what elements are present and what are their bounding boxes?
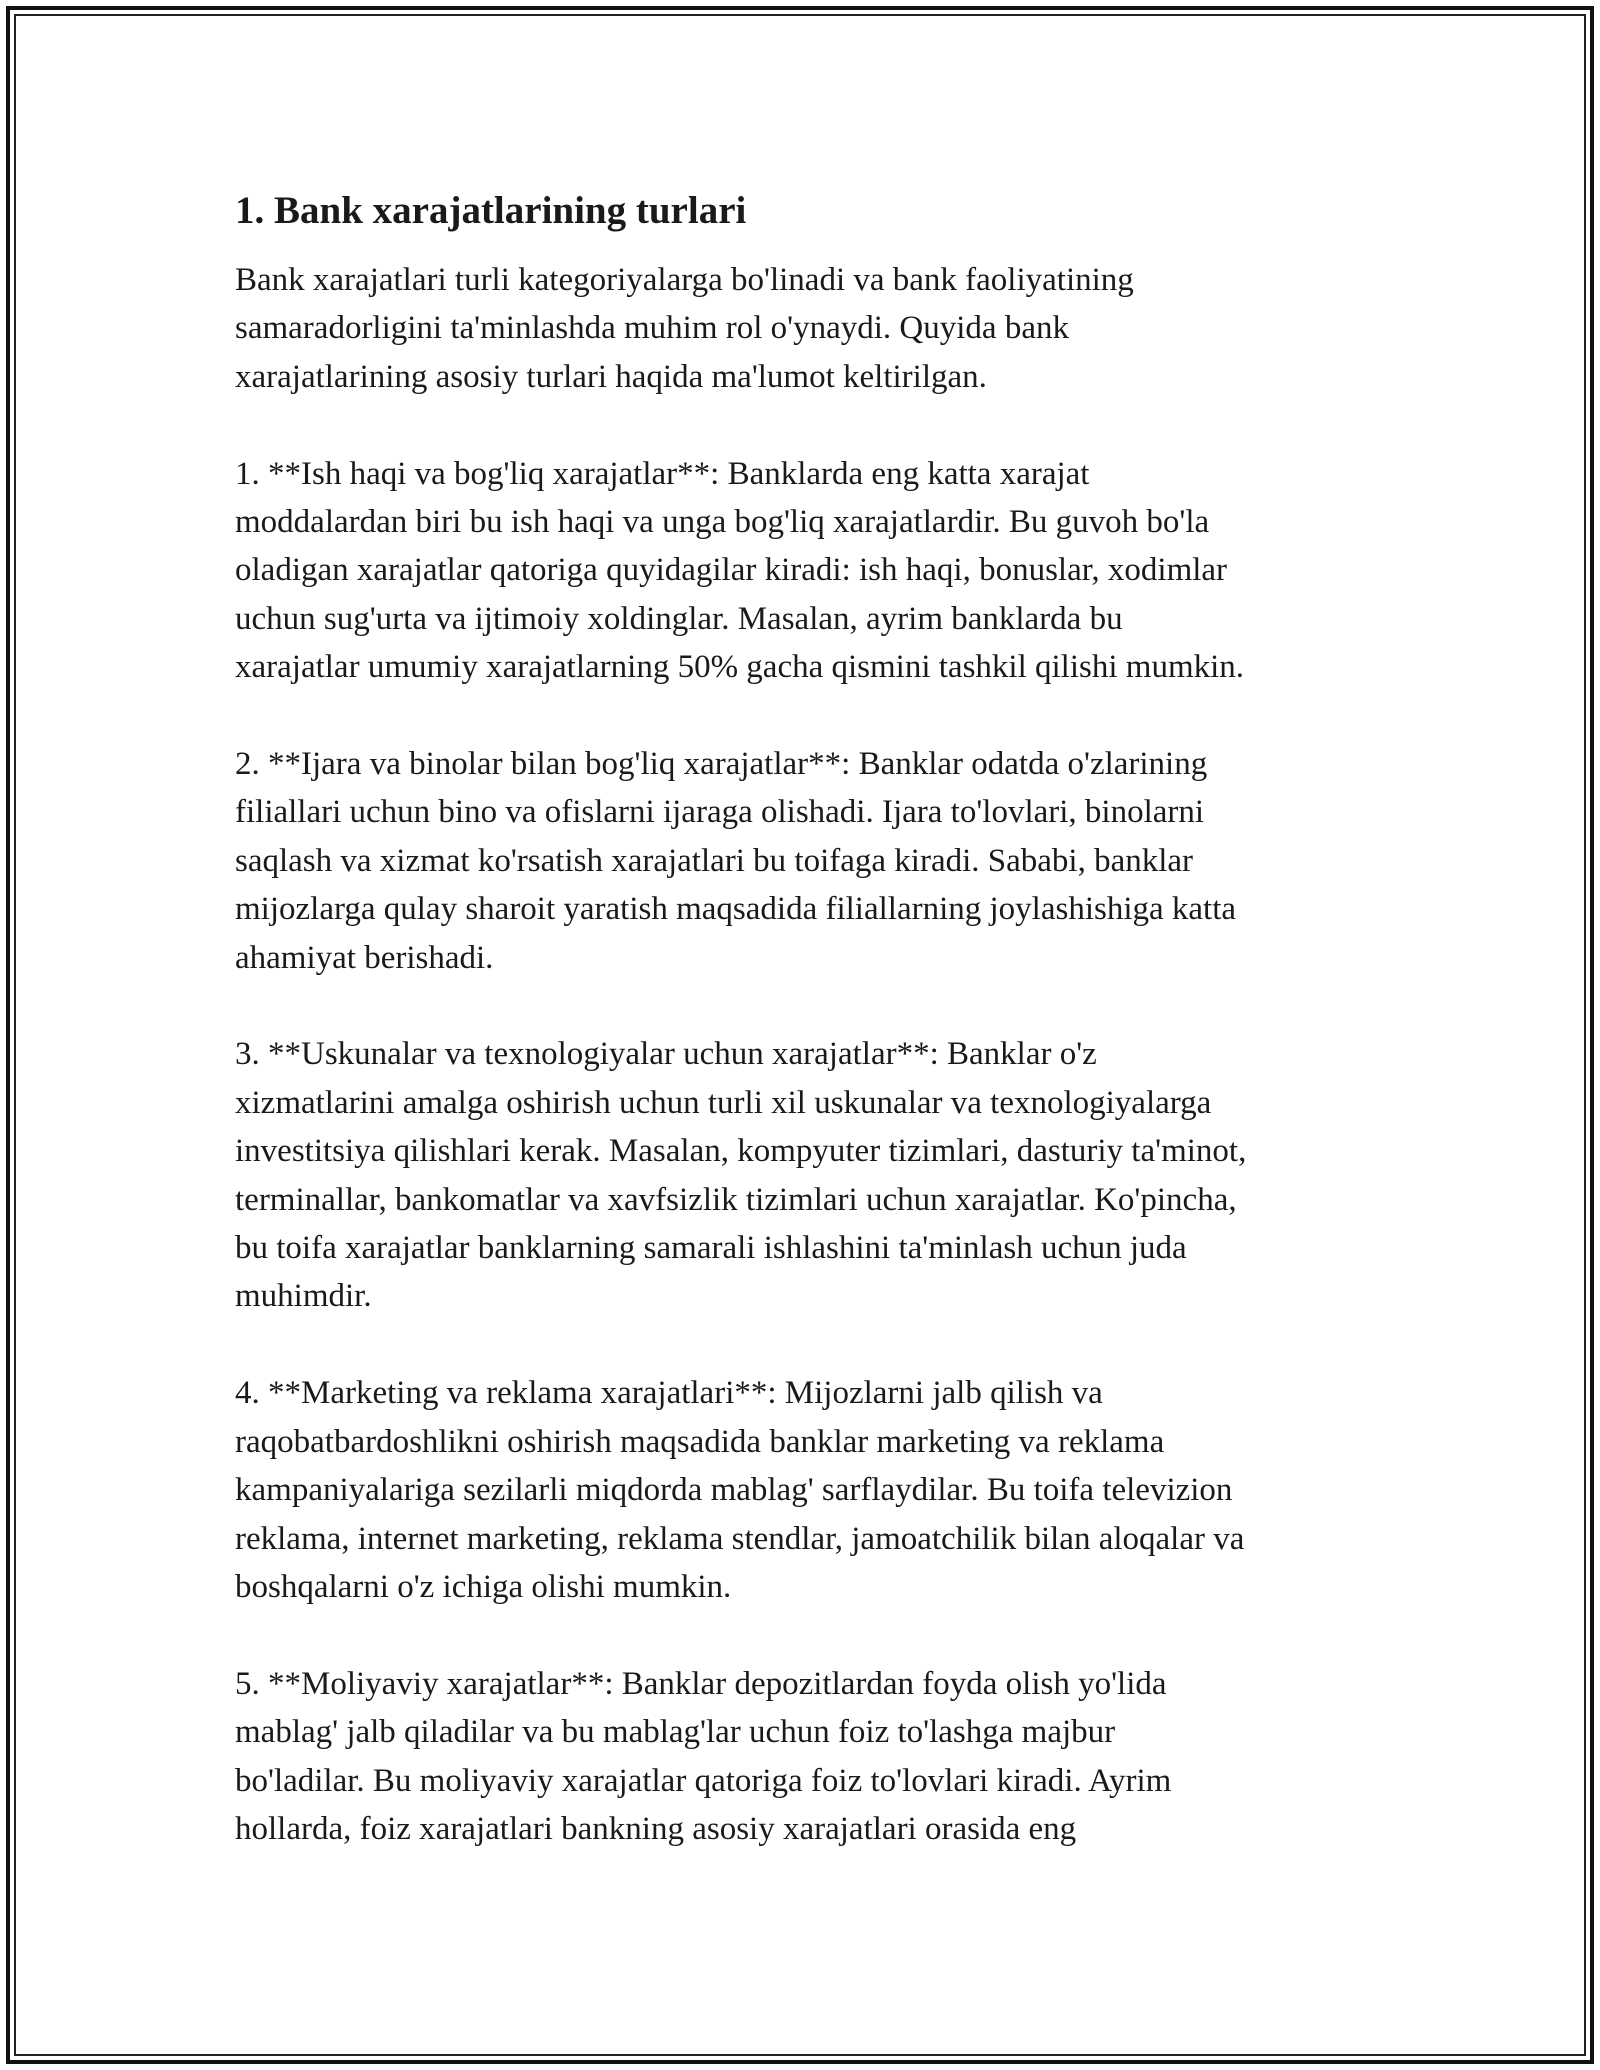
paragraph-item-4: 4. **Marketing va reklama xarajatlari**: Mijozlarni jalb qilish va raqobatbardoshlikni oshirish maqsadida banklar marketing va reklama kampaniyalariga sezilarli miqdorda mablag' sarflaydilar. Bu toifa televizion reklama, internet marketing, reklama stendlar, jamoatchilik bilan aloqalar va boshqalarni o'z ichiga olishi mumkin. [235, 1375, 1245, 1605]
paragraph-item-3: 3. **Uskunalar va texnologiyalar uchun xarajatlar**: Banklar o'z xizmatlarini amalga oshirish uchun turli xil uskunalar va texnologiyalarga investitsiya qilishlari kerak. Masalan, kompyuter tizimlari, dasturiy ta'minot, terminallar, bankomatlar va xavfsizlik tizimlari uchun xarajatlar. Ko'pincha, bu toifa xarajatlar banklarning samarali ishlashini ta'minlash uchun juda muhimdir. [235, 1036, 1247, 1315]
document-title: 1. Bank xarajatlarining turlari [235, 189, 747, 232]
paragraph-intro: Bank xarajatlari turli kategoriyalarga bo'linadi va bank faoliyatining samaradorligini ta'minlashda muhim rol o'ynaydi. Quyida bank xarajatlarining asosiy turlari haqida ma'lumot keltirilgan. [235, 262, 1134, 395]
document-body [235, 186, 1375, 1853]
paragraph-item-2: 2. **Ijara va binolar bilan bog'liq xarajatlar**: Banklar odatda o'zlarining filiallari uchun bino va ofislarni ijaraga olishadi. Ijara to'lovlari, binolarni saqlash va xizmat ko'rsatish xarajatlari bu toifaga kiradi. Sababi, banklar mijozlarga qulay sharoit yaratish maqsadida filiallarning joylashishiga katta ahamiyat berishadi. [235, 746, 1237, 976]
paragraph-item-5: 5. **Moliyaviy xarajatlar**: Banklar depozitlardan foyda olish yo'lida mablag' jalb qiladilar va bu mablag'lar uchun foiz to'lashga majbur bo'ladilar. Bu moliyaviy xarajatlar qatoriga foiz to'lovlari kiradi. Ayrim hollarda, foiz xarajatlari bankning asosiy xarajatlari orasida eng [235, 1665, 1172, 1847]
paragraph-item-1: 1. **Ish haqi va bog'liq xarajatlar**: Banklarda eng katta xarajat moddalardan biri bu ish haqi va unga bog'liq xarajatlardir. Bu guvoh bo'la oladigan xarajatlar qatoriga quyidagilar kiradi: ish haqi, bonuslar, xodimlar uchun sug'urta va ijtimoiy xoldinglar. Masalan, ayrim banklarda bu xarajatlar umumiy xarajatlarning 50% gacha qismini tashkil qilishi mumkin. [235, 455, 1245, 686]
